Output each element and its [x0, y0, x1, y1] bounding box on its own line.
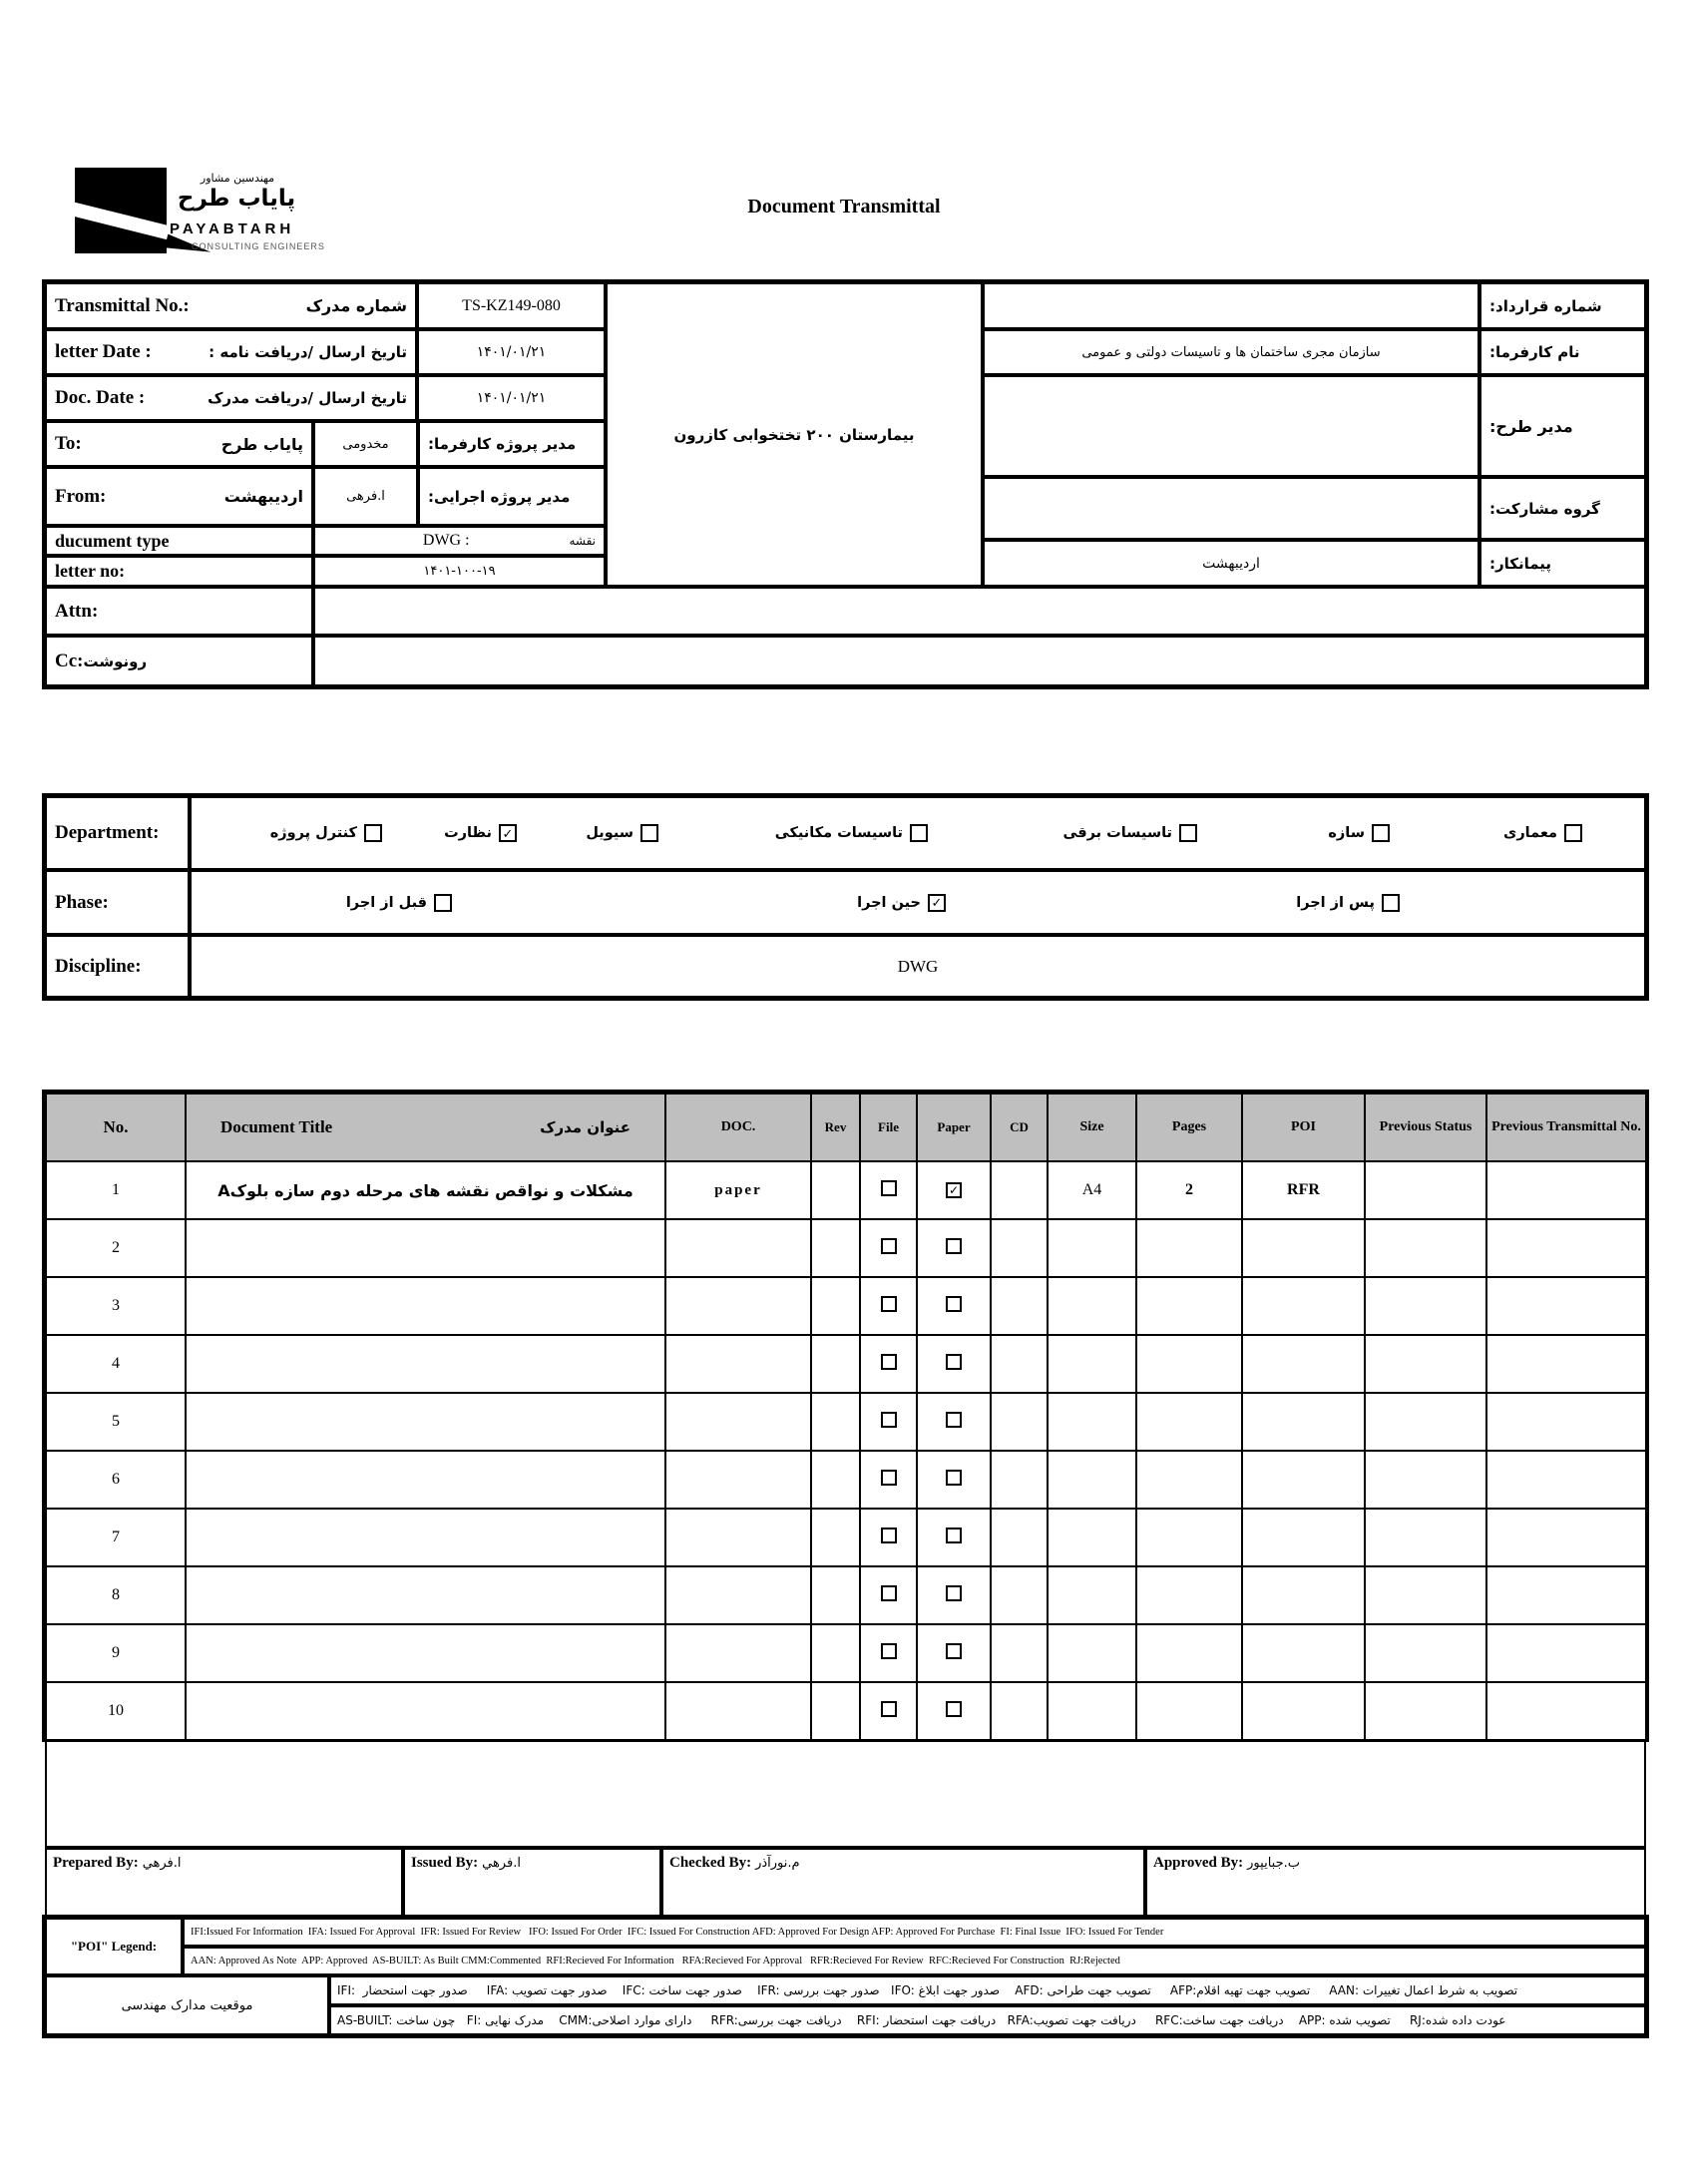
doc-date-label-en: Doc. Date : — [55, 387, 146, 408]
paper-checkbox[interactable] — [946, 1528, 962, 1543]
cell-doc — [665, 1393, 811, 1451]
document-type-label: ducument type — [55, 530, 170, 551]
cell-cd — [991, 1566, 1048, 1624]
letter-no-value: ۱۴۰۱-۱۰۰-۱۹ — [313, 556, 606, 587]
cell-doc: paper — [665, 1161, 811, 1219]
table-row — [46, 1277, 1646, 1335]
cell-cd — [991, 1277, 1048, 1335]
phase-option-before: قبل از اجرا — [346, 894, 452, 912]
issued-by-value: ا.فرهي — [482, 1856, 521, 1871]
cell-no: 5 — [46, 1393, 186, 1451]
cell-cd — [991, 1451, 1048, 1509]
cell-prev-status — [1365, 1451, 1486, 1509]
mechanical-checkbox[interactable] — [910, 824, 928, 842]
cell-size — [1048, 1566, 1136, 1624]
cc-label-fa: رونوشت — [83, 652, 148, 670]
cell-rev — [811, 1219, 860, 1277]
cell-no: 6 — [46, 1451, 186, 1509]
paper-checkbox[interactable] — [946, 1238, 962, 1254]
cell-prev-status — [1365, 1335, 1486, 1393]
cell-title — [186, 1682, 665, 1740]
cell-size — [1048, 1335, 1136, 1393]
cell-paper — [917, 1335, 991, 1393]
cell-rev — [811, 1682, 860, 1740]
paper-checkbox[interactable] — [946, 1412, 962, 1428]
attn-label-cell — [45, 587, 313, 636]
cell-paper — [917, 1161, 991, 1219]
transmittal-no-label-cell — [45, 282, 417, 329]
cell-poi — [1242, 1393, 1365, 1451]
dept-option-mechanical: تاسیسات مکانیکی — [775, 824, 928, 842]
cell-no: 1 — [46, 1161, 186, 1219]
to-sub-value: مخدومی — [313, 421, 418, 467]
to-label: To: — [55, 433, 82, 454]
cell-title — [186, 1509, 665, 1566]
cell-prev-transmittal — [1486, 1335, 1646, 1393]
cell-doc — [665, 1219, 811, 1277]
cell-pages — [1136, 1451, 1242, 1509]
before-execution-checkbox[interactable] — [434, 894, 452, 912]
document-list-table — [45, 1092, 1647, 1741]
cell-doc — [665, 1335, 811, 1393]
cell-poi — [1242, 1277, 1365, 1335]
prepared-by-label: Prepared By: — [53, 1855, 139, 1871]
cc-value — [313, 636, 1646, 686]
cell-poi — [1242, 1451, 1365, 1509]
col-header-rev: Rev — [811, 1093, 860, 1161]
cell-paper — [917, 1219, 991, 1277]
cell-cd — [991, 1509, 1048, 1566]
phase-options-row — [190, 870, 1646, 935]
cell-title — [186, 1277, 665, 1335]
cell-file — [860, 1509, 917, 1566]
file-checkbox[interactable] — [881, 1354, 897, 1370]
letter-no-label-cell — [45, 556, 313, 587]
cell-size — [1048, 1451, 1136, 1509]
checked-by-cell — [661, 1848, 1145, 1918]
cell-paper — [917, 1682, 991, 1740]
cell-prev-transmittal — [1486, 1393, 1646, 1451]
cell-cd — [991, 1219, 1048, 1277]
doc-status-legend-fa-line2: AS-BUILT: چون ساخت FI: مدرک نهایی CMM:دارای موارد اصلاحی RFR:دریافت جهت بررسی RFI: دریافت جهت استحضار RFA:دریافت جهت تصویب RFC:دریافت جهت ساخت APP: تصویب شده RJ:عودت داده شده — [329, 2005, 1646, 2035]
logo-en-tagline: CONSULTING ENGINEERS — [192, 241, 325, 251]
cell-rev — [811, 1509, 860, 1566]
cell-prev-status — [1365, 1277, 1486, 1335]
doc-table-body — [46, 1161, 1646, 1740]
cell-prev-status — [1365, 1219, 1486, 1277]
cell-poi — [1242, 1682, 1365, 1740]
cc-label-cell — [45, 636, 313, 686]
cell-pages — [1136, 1219, 1242, 1277]
table-row — [46, 1682, 1646, 1740]
col-header-pages: Pages — [1136, 1093, 1242, 1161]
file-checkbox[interactable] — [881, 1412, 897, 1428]
table-row — [46, 1451, 1646, 1509]
cell-pages — [1136, 1335, 1242, 1393]
phase-option-during: حین اجرا ✓ — [857, 894, 946, 912]
cell-title: مشکلات و نواقص نقشه های مرحله دوم سازه بلوکA — [186, 1161, 665, 1219]
cell-prev-status — [1365, 1161, 1486, 1219]
design-manager-value — [983, 375, 1479, 477]
file-checkbox[interactable] — [881, 1528, 897, 1543]
cell-no: 3 — [46, 1277, 186, 1335]
structure-checkbox[interactable] — [1372, 824, 1390, 842]
cell-prev-transmittal — [1486, 1624, 1646, 1682]
cell-paper — [917, 1566, 991, 1624]
cell-pages: 2 — [1136, 1161, 1242, 1219]
phase-label-cell — [45, 870, 190, 935]
table-row — [46, 1624, 1646, 1682]
cell-paper — [917, 1277, 991, 1335]
cell-size — [1048, 1219, 1136, 1277]
cell-prev-transmittal — [1486, 1682, 1646, 1740]
cell-rev — [811, 1335, 860, 1393]
document-type-value-cell — [313, 526, 606, 556]
cell-doc — [665, 1451, 811, 1509]
cell-cd — [991, 1335, 1048, 1393]
paper-checkbox[interactable] — [946, 1643, 962, 1659]
cell-no: 2 — [46, 1219, 186, 1277]
discipline-label-cell — [45, 935, 190, 998]
file-checkbox[interactable] — [881, 1296, 897, 1312]
cell-doc — [665, 1682, 811, 1740]
cell-size — [1048, 1393, 1136, 1451]
after-execution-checkbox[interactable] — [1382, 894, 1400, 912]
col-header-size: Size — [1048, 1093, 1136, 1161]
cell-file — [860, 1393, 917, 1451]
col-header-prev-transmittal: Previous Transmittal No. — [1486, 1093, 1646, 1161]
checked-by-value: م.نورآذر — [755, 1856, 800, 1871]
cell-no: 10 — [46, 1682, 186, 1740]
col-header-doc: DOC. — [665, 1093, 811, 1161]
approved-by-value: ب.جبایپور — [1247, 1856, 1300, 1871]
paper-checkbox[interactable] — [946, 1470, 962, 1486]
cell-poi: RFR — [1242, 1161, 1365, 1219]
cell-poi — [1242, 1219, 1365, 1277]
letter-date-label-en: letter Date : — [55, 341, 152, 362]
cell-cd — [991, 1161, 1048, 1219]
cell-file — [860, 1451, 917, 1509]
supervision-checkbox[interactable]: ✓ — [499, 824, 517, 842]
department-label: Department: — [55, 822, 160, 843]
cell-pages — [1136, 1566, 1242, 1624]
cell-prev-status — [1365, 1509, 1486, 1566]
table-row — [46, 1335, 1646, 1393]
cell-title — [186, 1335, 665, 1393]
table-row — [46, 1566, 1646, 1624]
transmittal-no-label-fa: شماره مدرک — [305, 296, 407, 315]
cell-no: 4 — [46, 1335, 186, 1393]
dept-option-civil: سیویل — [586, 824, 658, 842]
cell-rev — [811, 1624, 860, 1682]
cell-file — [860, 1219, 917, 1277]
logo-fa-name: پایاب طرح — [177, 186, 296, 212]
client-pm-label: مدیر پروژه کارفرما: — [418, 421, 606, 467]
document-type-label-cell — [45, 526, 313, 556]
col-header-title-en: Document Title — [220, 1117, 333, 1136]
cell-prev-transmittal — [1486, 1566, 1646, 1624]
discipline-value: DWG — [190, 935, 1646, 998]
cell-prev-transmittal — [1486, 1509, 1646, 1566]
table-row — [46, 1161, 1646, 1219]
phase-option-after: پس از اجرا — [1296, 894, 1400, 912]
doc-date-label-fa: تاریخ ارسال /دریافت مدرک — [208, 389, 407, 407]
cell-prev-transmittal — [1486, 1161, 1646, 1219]
from-label: From: — [55, 485, 107, 507]
prepared-by-value: ا.فرهي — [142, 1856, 182, 1871]
contract-no-label: شماره قرارداد: — [1479, 282, 1646, 329]
cell-rev — [811, 1277, 860, 1335]
cell-file — [860, 1277, 917, 1335]
table-row — [46, 1219, 1646, 1277]
dept-option-supervision: نظارت ✓ — [444, 824, 517, 842]
contract-no-value — [983, 282, 1479, 329]
cell-size — [1048, 1509, 1136, 1566]
letter-no-label: letter no: — [55, 561, 126, 581]
transmittal-no-value: TS-KZ149-080 — [417, 282, 606, 329]
approved-by-cell — [1145, 1848, 1646, 1918]
file-checkbox[interactable] — [881, 1180, 897, 1196]
cell-file — [860, 1624, 917, 1682]
executive-pm-label: مدیر پروژه اجرایی: — [418, 467, 606, 526]
cell-title — [186, 1451, 665, 1509]
cell-pages — [1136, 1509, 1242, 1566]
col-header-title — [186, 1093, 665, 1161]
doc-status-legend-label: موقعیت مدارک مهندسی — [45, 1975, 329, 2035]
file-checkbox[interactable] — [881, 1470, 897, 1486]
partnership-label: گروه مشارکت: — [1479, 477, 1646, 540]
contractor-label: پیمانکار: — [1479, 540, 1646, 587]
cc-label: Cc: — [55, 650, 84, 671]
cell-doc — [665, 1277, 811, 1335]
table-row — [46, 1393, 1646, 1451]
table-row — [46, 1509, 1646, 1566]
cell-no: 8 — [46, 1566, 186, 1624]
cell-paper — [917, 1393, 991, 1451]
col-header-cd: CD — [991, 1093, 1048, 1161]
cell-poi — [1242, 1566, 1365, 1624]
logo-fa-tagline: مهندسین مشاور — [200, 172, 275, 185]
department-label-cell — [45, 796, 190, 870]
cell-prev-transmittal — [1486, 1219, 1646, 1277]
cell-rev — [811, 1161, 860, 1219]
attn-value — [313, 587, 1646, 636]
from-sub-value: ا.فرهی — [313, 467, 418, 526]
client-name-label: نام کارفرما: — [1479, 329, 1646, 375]
paper-checkbox[interactable] — [946, 1701, 962, 1717]
from-cell — [45, 467, 313, 526]
cell-prev-status — [1365, 1393, 1486, 1451]
file-checkbox[interactable] — [881, 1643, 897, 1659]
col-header-title-fa: عنوان مدرک — [540, 1118, 631, 1136]
during-execution-checkbox[interactable]: ✓ — [928, 894, 946, 912]
project-name: بیمارستان ۲۰۰ تختخوابی کازرون — [606, 282, 983, 587]
paper-checkbox[interactable]: ✓ — [946, 1182, 962, 1198]
cell-cd — [991, 1393, 1048, 1451]
issued-by-cell — [403, 1848, 661, 1918]
poi-legend-en-line2: AAN: Approved As Note APP: Approved AS-BUILT: As Built CMM:Commented RFI:Recieved For Information RFA:Recieved For Approval RFR:Recieved For Review RFC:Recieved For Construction RJ:Rejected — [183, 1947, 1646, 1975]
cell-pages — [1136, 1624, 1242, 1682]
file-checkbox[interactable] — [881, 1701, 897, 1717]
to-value: پایاب طرح — [220, 434, 303, 454]
cell-file — [860, 1335, 917, 1393]
cell-prev-transmittal — [1486, 1451, 1646, 1509]
cell-file — [860, 1566, 917, 1624]
poi-legend-en-line1: IFI:Issued For Information IFA: Issued For Approval IFR: Issued For Review IFO: Issued For Order IFC: Issued For Construction AFD: Approved For Design AFP: Approved For Purchase FI: Final Issue IFO: Issued For Tender — [183, 1918, 1646, 1947]
attn-label: Attn: — [55, 600, 99, 622]
cell-pages — [1136, 1682, 1242, 1740]
page-title: Document Transmittal — [747, 196, 941, 218]
project-control-checkbox[interactable] — [364, 824, 382, 842]
table-header-row — [46, 1093, 1646, 1161]
cell-doc — [665, 1509, 811, 1566]
dept-option-architecture: معماری — [1503, 824, 1582, 842]
civil-checkbox[interactable] — [640, 824, 658, 842]
prepared-by-cell — [45, 1848, 403, 1918]
cell-prev-status — [1365, 1624, 1486, 1682]
document-type-fa: نقشه — [569, 534, 596, 548]
doc-status-legend-fa-line1: IFI: صدور جهت استحضار IFA: صدور جهت تصویب IFC: صدور جهت ساخت IFR: صدور جهت بررسی IFO: صدور جهت ابلاغ AFD: تصویب جهت طراحی AFP:تصویب جهت تهیه اقلام AAN: تصویب به شرط اعمال تغییرات — [329, 1975, 1646, 2005]
cell-title — [186, 1219, 665, 1277]
cell-file — [860, 1161, 917, 1219]
dept-option-structure: سازه — [1328, 824, 1390, 842]
poi-legend-label: "POI" Legend: — [45, 1918, 183, 1975]
file-checkbox[interactable] — [881, 1585, 897, 1601]
department-options-row — [190, 796, 1646, 870]
paper-checkbox[interactable] — [946, 1354, 962, 1370]
cell-rev — [811, 1566, 860, 1624]
checked-by-label: Checked By: — [669, 1855, 752, 1871]
cell-paper — [917, 1624, 991, 1682]
cell-pages — [1136, 1393, 1242, 1451]
issued-by-label: Issued By: — [411, 1855, 479, 1871]
cell-doc — [665, 1624, 811, 1682]
partnership-value — [983, 477, 1479, 540]
paper-checkbox[interactable] — [946, 1585, 962, 1601]
cell-poi — [1242, 1624, 1365, 1682]
paper-checkbox[interactable] — [946, 1296, 962, 1312]
cell-poi — [1242, 1335, 1365, 1393]
letter-date-label-cell — [45, 329, 417, 375]
file-checkbox[interactable] — [881, 1238, 897, 1254]
cell-size — [1048, 1682, 1136, 1740]
design-manager-label: مدیر طرح: — [1479, 375, 1646, 477]
col-header-poi: POI — [1242, 1093, 1365, 1161]
cell-size — [1048, 1277, 1136, 1335]
cell-rev — [811, 1393, 860, 1451]
doc-date-value: ۱۴۰۱/۰۱/۲۱ — [417, 375, 606, 421]
cell-paper — [917, 1451, 991, 1509]
cell-prev-status — [1365, 1682, 1486, 1740]
cell-title — [186, 1393, 665, 1451]
col-header-file: File — [860, 1093, 917, 1161]
cell-doc — [665, 1566, 811, 1624]
cell-poi — [1242, 1509, 1365, 1566]
cell-no: 7 — [46, 1509, 186, 1566]
electrical-checkbox[interactable] — [1179, 824, 1197, 842]
cell-file — [860, 1682, 917, 1740]
letter-date-label-fa: تاریخ ارسال /دریافت نامه : — [209, 343, 407, 361]
logo-en-name: PAYABTARH — [170, 220, 295, 237]
cell-cd — [991, 1682, 1048, 1740]
cell-size — [1048, 1624, 1136, 1682]
cell-rev — [811, 1451, 860, 1509]
dept-option-project-control: کنترل پروژه — [270, 824, 382, 842]
col-header-paper: Paper — [917, 1093, 991, 1161]
cell-pages — [1136, 1277, 1242, 1335]
doc-date-label-cell — [45, 375, 417, 421]
transmittal-no-label-en: Transmittal No.: — [55, 294, 190, 316]
letter-date-value: ۱۴۰۱/۰۱/۲۱ — [417, 329, 606, 375]
document-type-value: DWG : — [422, 532, 470, 549]
cell-size: A4 — [1048, 1161, 1136, 1219]
phase-label: Phase: — [55, 891, 109, 913]
col-header-prev-status: Previous Status — [1365, 1093, 1486, 1161]
cell-prev-status — [1365, 1566, 1486, 1624]
cell-cd — [991, 1624, 1048, 1682]
client-name-value: سازمان مجری ساختمان ها و تاسیسات دولتی و عمومی — [983, 329, 1479, 375]
cell-paper — [917, 1509, 991, 1566]
remarks-empty-block — [45, 1739, 1646, 1848]
cell-prev-transmittal — [1486, 1277, 1646, 1335]
from-value: اردیبهشت — [223, 487, 303, 506]
col-header-no: No. — [46, 1093, 186, 1161]
cell-no: 9 — [46, 1624, 186, 1682]
cell-title — [186, 1624, 665, 1682]
architecture-checkbox[interactable] — [1564, 824, 1582, 842]
contractor-value: اردیبهشت — [983, 540, 1479, 587]
discipline-label: Discipline: — [55, 955, 142, 977]
cell-title — [186, 1566, 665, 1624]
approved-by-label: Approved By: — [1153, 1855, 1244, 1871]
to-cell — [45, 421, 313, 467]
dept-option-electrical: تاسیسات برقی — [1062, 824, 1197, 842]
